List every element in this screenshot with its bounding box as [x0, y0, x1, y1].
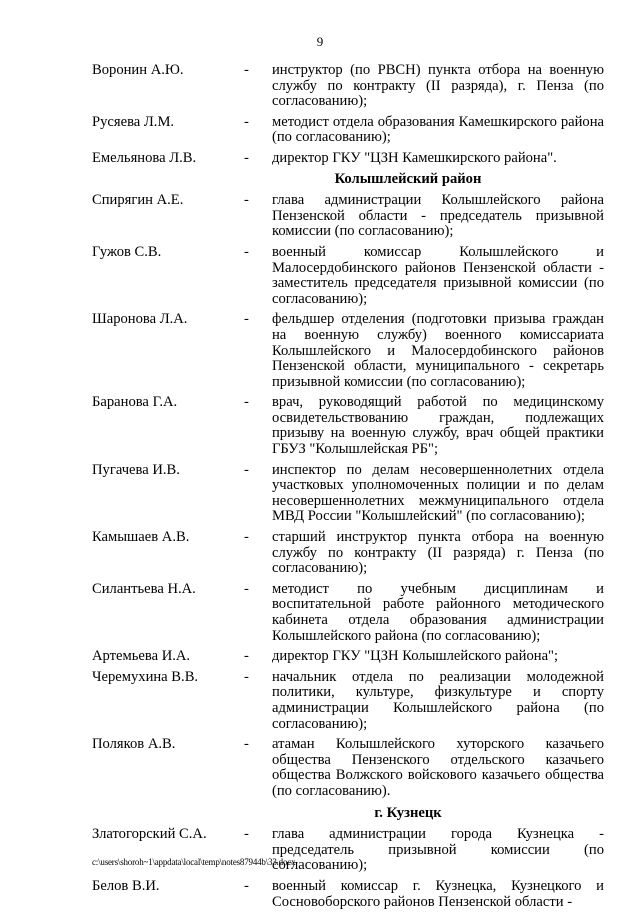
committee-member-row — [92, 395, 604, 457]
footer-file-path: c:\users\shoroh~1\appdata\local\temp\notes87944b\33.docx — [92, 857, 296, 867]
member-name: Поляков А.В. — [92, 736, 176, 753]
member-name: Черемухина В.В. — [92, 668, 199, 685]
dash-separator: - — [244, 149, 249, 166]
member-name: Пугачева И.В. — [92, 461, 180, 478]
dash-separator: - — [244, 826, 249, 843]
dash-separator: - — [244, 580, 249, 597]
member-position: глава администрации Колышлейского района Пензенской области - председатель призывной комиссии (по согласованию); — [272, 192, 604, 240]
member-position: инструктор (по РВСН) пункта отбора на военную службу по контракту (II разряда), г. Пенза (по согласованию); — [272, 62, 604, 110]
member-name: Воронин А.Ю. — [92, 62, 184, 78]
member-name: Силантьева Н.А. — [92, 580, 196, 597]
entries-kuznetsk — [92, 827, 604, 910]
committee-member-row — [92, 737, 604, 799]
committee-member-row — [92, 582, 604, 644]
dash-separator: - — [244, 461, 249, 478]
member-name: Белов В.И. — [92, 877, 160, 894]
member-name: Русяева Л.М. — [92, 113, 175, 130]
committee-member-row — [92, 245, 604, 307]
committee-member-row — [92, 879, 604, 910]
member-name: Емельянова Л.В. — [92, 149, 197, 166]
dash-separator: - — [244, 113, 249, 130]
member-name: Златогорский С.А. — [92, 826, 207, 843]
member-position: атаман Колышлейского хуторского казачьего общества Пензенского отдельского казачьего общества Волжского войскового казачьего общества (по согласованию). — [272, 736, 604, 799]
dash-separator: - — [244, 62, 249, 78]
member-name: Камышаев А.В. — [92, 529, 190, 546]
dash-separator: - — [244, 877, 249, 894]
committee-member-row — [92, 63, 604, 110]
member-name: Баранова Г.А. — [92, 394, 178, 411]
member-position: методист по учебным дисциплинам и воспитательной работе районного методического кабинета отдела образования администрации Колышлейского района (по согласованию); — [272, 580, 604, 644]
dash-separator: - — [244, 668, 249, 685]
committee-member-row — [92, 193, 604, 240]
member-position: военный комиссар Колышлейского и Малосердобинского районов Пензенской области - заместитель председателя призывной комиссии (по согласованию); — [272, 243, 604, 307]
member-name: Шаронова Л.А. — [92, 311, 188, 328]
member-position: директор ГКУ "ЦЗН Камешкирского района". — [272, 149, 557, 166]
dash-separator: - — [244, 736, 249, 753]
committee-member-row — [92, 463, 604, 525]
committee-member-row — [92, 115, 604, 146]
member-name: Артемьева И.А. — [92, 648, 191, 665]
section-heading-kuznetsk: г. Кузнецк — [374, 804, 442, 821]
member-position: директор ГКУ "ЦЗН Колышлейского района"; — [272, 648, 559, 665]
document-body — [92, 63, 604, 915]
committee-member-row — [92, 151, 604, 167]
member-position: старший инструктор пункта отбора на военную службу по контракту (II разряда) г. Пенза (по согласованию); — [272, 529, 604, 577]
page-number: 9 — [316, 34, 324, 49]
dash-separator: - — [244, 311, 249, 328]
member-position: глава администрации города Кузнецка - председатель призывной комиссии (по согласованию); — [272, 826, 604, 874]
committee-member-row — [92, 670, 604, 732]
dash-separator: - — [244, 648, 249, 665]
member-position: фельдшер отделения (подготовки призыва граждан на военную службу) военного комиссариата Колышлейского и Малосердобинского районов Пензенской области, муниципального - секретарь призывной комиссии (по согласованию); — [272, 311, 604, 390]
committee-member-row — [92, 530, 604, 577]
member-position: врач, руководящий работой по медицинскому освидетельствованию граждан, подлежащих призыву на военную службу, врач общей практики ГБУЗ "Колышлейская РБ"; — [272, 394, 604, 458]
member-name: Спирягин А.Е. — [92, 192, 184, 209]
committee-member-row — [92, 649, 604, 665]
committee-member-row — [92, 312, 604, 390]
member-name: Гужов С.В. — [92, 243, 162, 260]
dash-separator: - — [244, 243, 249, 260]
entries-kolyshley — [92, 193, 604, 799]
dash-separator: - — [244, 394, 249, 411]
member-position: военный комиссар г. Кузнецка, Кузнецкого и Сосновоборского районов Пензенской области - — [272, 877, 604, 910]
section-heading-kolyshley: Колышлейский район — [334, 170, 482, 187]
member-position: начальник отдела по реализации молодежной политики, культуре, физкультуре и спорту администрации Колышлейского района (по согласованию); — [272, 668, 604, 732]
entries-top — [92, 63, 604, 167]
member-position: методист отдела образования Камешкирского района (по согласованию); — [272, 113, 604, 146]
dash-separator: - — [244, 529, 249, 546]
dash-separator: - — [244, 192, 249, 209]
member-position: инспектор по делам несовершеннолетних отдела участковых уполномоченных полиции и по делам несовершеннолетних межмуниципального отдела МВД России "Колышлейский" (по согласованию); — [272, 461, 604, 525]
